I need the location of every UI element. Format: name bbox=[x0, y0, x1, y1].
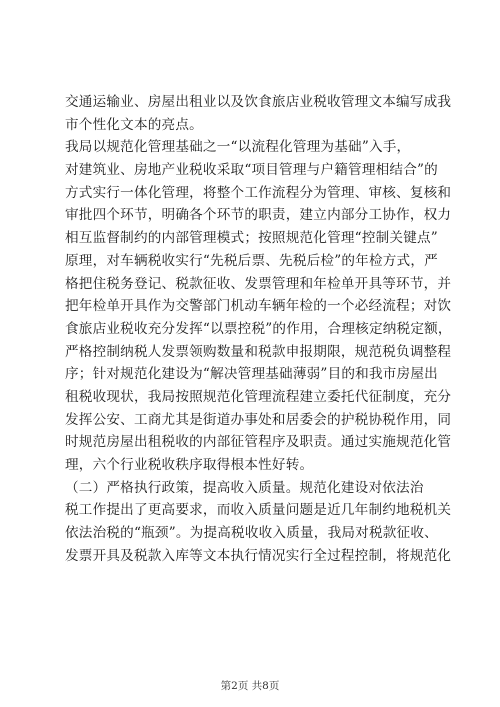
text-line: 严格控制纳税人发票领购数量和税款申报期限，规范税负调整程 bbox=[65, 343, 452, 360]
text-line: 依法治税的“瓶颈”。为提高税收收入质量，我局对税款征收、 bbox=[65, 525, 438, 542]
text-line: （二）严格执行政策，提高收入质量。规范化建设对依法治 bbox=[65, 479, 424, 496]
text-line: 对建筑业、房地产业税收采取“项目管理与户籍管理相结合”的 bbox=[65, 162, 438, 179]
text-line: 交通运输业、房屋出租业以及饮食旅店业税收管理文本编写成我 bbox=[65, 94, 452, 110]
text-line: 租税收现状，我局按照规范化管理流程建立委托代征制度，充分 bbox=[65, 388, 452, 405]
text-line: 市个性化文本的亮点。 bbox=[65, 116, 203, 133]
text-line: 发挥公安、工商尤其是街道办事处和居委会的护税协税作用，同 bbox=[65, 411, 452, 428]
text-line: 格把住税务登记、税款征收、发票管理和年检单开具等环节，并 bbox=[65, 275, 452, 292]
document-body bbox=[65, 91, 452, 567]
text-line: 方式实行一体化管理，将整个工作流程分为管理、审核、复核和 bbox=[65, 184, 452, 201]
text-line: 相互监督制约的内部管理模式；按照规范化管理“控制关键点” bbox=[65, 230, 438, 247]
text-line: 审批四个环节，明确各个环节的职责，建立内部分工协作，权力 bbox=[65, 207, 452, 224]
text-line: 食旅店业税收充分发挥“以票控税”的作用，合理核定纳税定额， bbox=[65, 320, 452, 337]
text-line: 税工作提出了更高要求，而收入质量问题是近几年制约地税机关 bbox=[65, 502, 452, 519]
text-line: 把年检单开具作为交警部门机动车辆年检的一个必经流程；对饮 bbox=[65, 298, 452, 315]
text-line: 原理，对车辆税收实行“先税后票、先税后检”的年检方式，严 bbox=[65, 252, 438, 269]
text-line: 发票开具及税款入库等文本执行情况实行全过程控制，将规范化 bbox=[65, 547, 452, 564]
text-line: 时规范房屋出租税收的内部征管程序及职责。通过实施规范化管 bbox=[65, 434, 452, 451]
page-number: 第2页 共8页 bbox=[220, 680, 280, 692]
text-line: 序；针对规范化建设为“解决管理基础薄弱”目的和我市房屋出 bbox=[65, 366, 438, 383]
text-line: 理，六个行业税收秩序取得根本性好转。 bbox=[65, 457, 314, 473]
text-line: 我局以规范化管理基础之一“以流程化管理为基础”入手， bbox=[65, 139, 411, 156]
